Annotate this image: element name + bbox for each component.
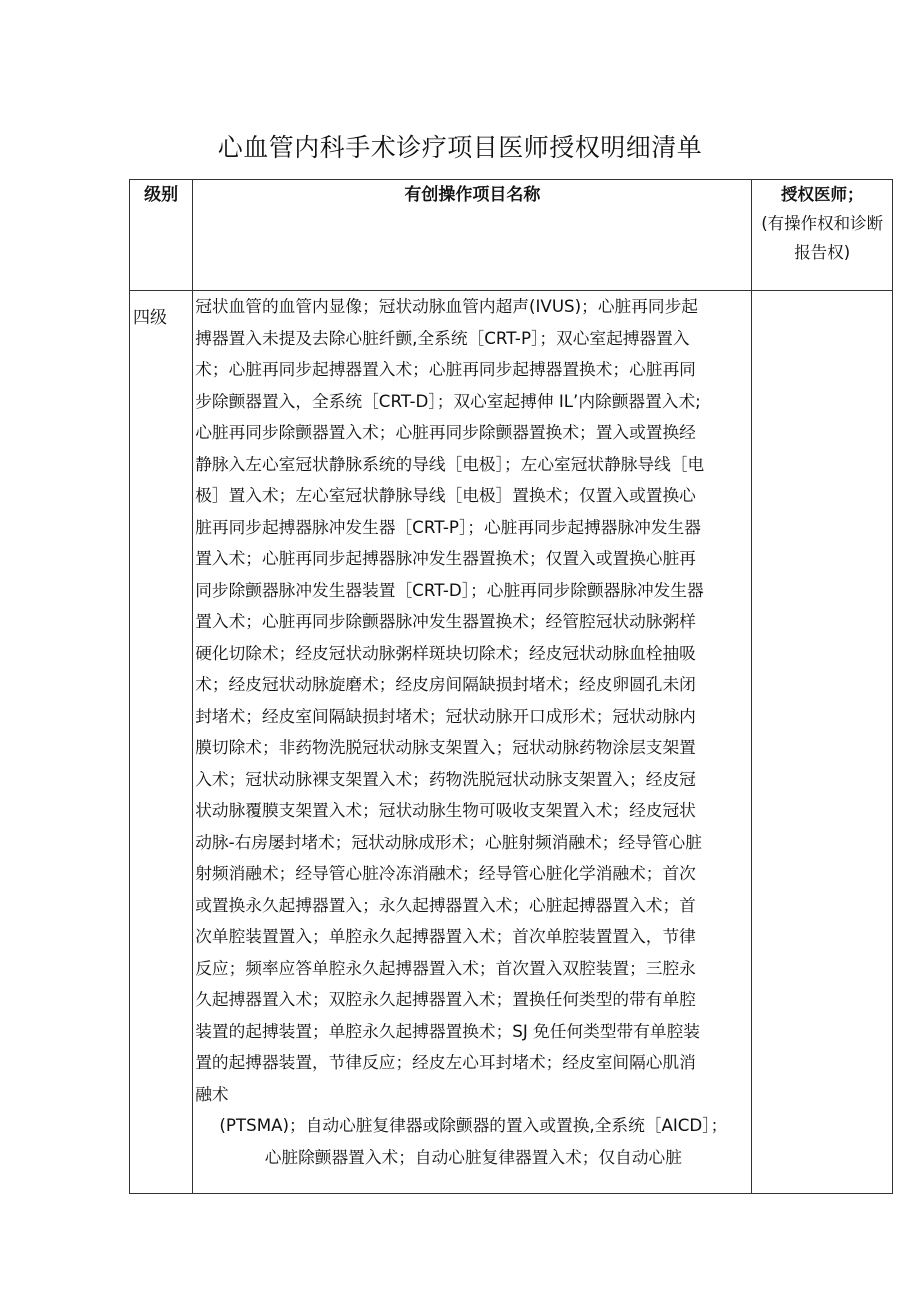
header-procedure-name: 有创操作项目名称 <box>404 185 541 205</box>
level-value: 四级 <box>133 308 167 328</box>
header-level-cell <box>130 180 193 291</box>
page-title: 心血管内科手术诊疗项目医师授权明细清单 <box>217 133 703 162</box>
procedure-line: 步除颤器置入，全系统［CRT-D］；双心室起搏伸 IL’内除颤器置入术; <box>195 390 701 411</box>
header-auth-cell <box>752 180 893 291</box>
level-cell <box>130 291 193 1194</box>
procedure-line: 反应；频率应答单腔永久起搏器置入术；首次置入双腔装置；三腔永 <box>195 957 696 978</box>
header-level: 级别 <box>144 185 179 205</box>
procedure-line: 置入术；心脏再同步除颤器脉冲发生器置换术；经管腔冠状动脉粥样 <box>195 611 696 631</box>
procedure-line: 搏器置入未提及去除心脏纤颤,全系统［CRT-P］；双心室起搏器置入 <box>195 327 690 348</box>
table-row <box>130 291 893 1194</box>
procedure-line: 术；心脏再同步起搏器置入术；心脏再同步起搏器置换术；心脏再同 <box>195 359 696 379</box>
procedure-list <box>193 291 751 1173</box>
procedure-line: 动脉-右房屡封堵术；冠状动脉成形术；心脏射频消融术；经导管心脏 <box>195 831 702 852</box>
procedure-line: 极］置入术；左心室冠状静脉导线［电极］置换术；仅置入或置换心 <box>195 485 696 505</box>
procedure-line: 射频消融术；经导管心脏冷冻消融术；经导管心脏化学消融术；首次 <box>195 863 696 883</box>
procedure-line: 融术 <box>195 1083 229 1104</box>
procedure-line-centered: (PTSMA)；自动心脏复律器或除颤器的置入或置换,全系统［AICD］； <box>219 1115 728 1135</box>
procedure-line: 置的起搏器装置，节律反应；经皮左心耳封堵术；经皮室间隔心肌消 <box>195 1052 696 1072</box>
table-header-row <box>130 180 893 291</box>
procedure-line: 同步除颤器脉冲发生器装置［CRT-D］；心脏再同步除颤器脉冲发生器 <box>195 579 704 600</box>
procedure-line: 脏再同步起搏器脉冲发生器［CRT-P］；心脏再同步起搏器脉冲发生器 <box>195 516 701 537</box>
procedure-line: 心脏再同步除颤器置入术；心脏再同步除颤器置换术；置入或置换经 <box>195 422 696 442</box>
procedure-line: 术；经皮冠状动脉旋磨术；经皮房间隔缺损封堵术；经皮卵圆孔未闭 <box>195 674 696 694</box>
procedure-line: 久起搏器置入术；双腔永久起搏器置入术；置换任何类型的带有单腔 <box>195 989 696 1009</box>
procedure-line: 硬化切除术；经皮冠状动脉粥样斑块切除术；经皮冠状动脉血栓抽吸 <box>195 642 696 663</box>
procedure-cell <box>193 291 752 1194</box>
auth-cell <box>752 291 893 1194</box>
procedure-line: 膜切除术；非药物洗脱冠状动脉支架置入；冠状动脉药物涂层支架置 <box>195 737 696 757</box>
procedure-line: 冠状血管的血管内显像；冠状动脉血管内超声(IVUS)；心脏再同步起 <box>195 296 698 316</box>
procedure-line: 置入术；心脏再同步起搏器脉冲发生器置换术；仅置入或置换心脏再 <box>195 548 696 568</box>
procedure-line-centered: 心脏除颤器置入术；自动心脏复律器置入术；仅自动心脏 <box>264 1146 682 1167</box>
procedure-line: 装置的起搏装置；单腔永久起搏器置换术；SJ 免任何类型带有单腔装 <box>195 1020 700 1041</box>
procedure-line: 封堵术；经皮室间隔缺损封堵术；冠状动脉开口成形术；冠状动脉内 <box>195 705 696 726</box>
header-name-cell <box>193 180 752 291</box>
procedure-line: 静脉入左心室冠状静脉系统的导线［电极］；左心室冠状静脉导线［电 <box>195 453 705 474</box>
header-auth-line2: (有操作权和诊断 <box>761 214 884 233</box>
procedure-line: 次单腔装置置入；单腔永久起搏器置入术；首次单腔装置置入，节律 <box>195 926 696 946</box>
header-auth-line3: 报告权) <box>794 243 851 262</box>
authorization-table <box>129 179 893 1194</box>
header-auth-line1: 授权医师； <box>780 185 864 204</box>
procedure-line: 或置换永久起搏器置入；永久起搏器置入术；心脏起搏器置入术；首 <box>195 894 696 915</box>
procedure-line: 入术；冠状动脉裸支架置入术；药物洗脱冠状动脉支架置入；经皮冠 <box>195 768 696 789</box>
procedure-line: 状动脉覆膜支架置入术；冠状动脉生物可吸收支架置入术；经皮冠状 <box>195 800 696 820</box>
